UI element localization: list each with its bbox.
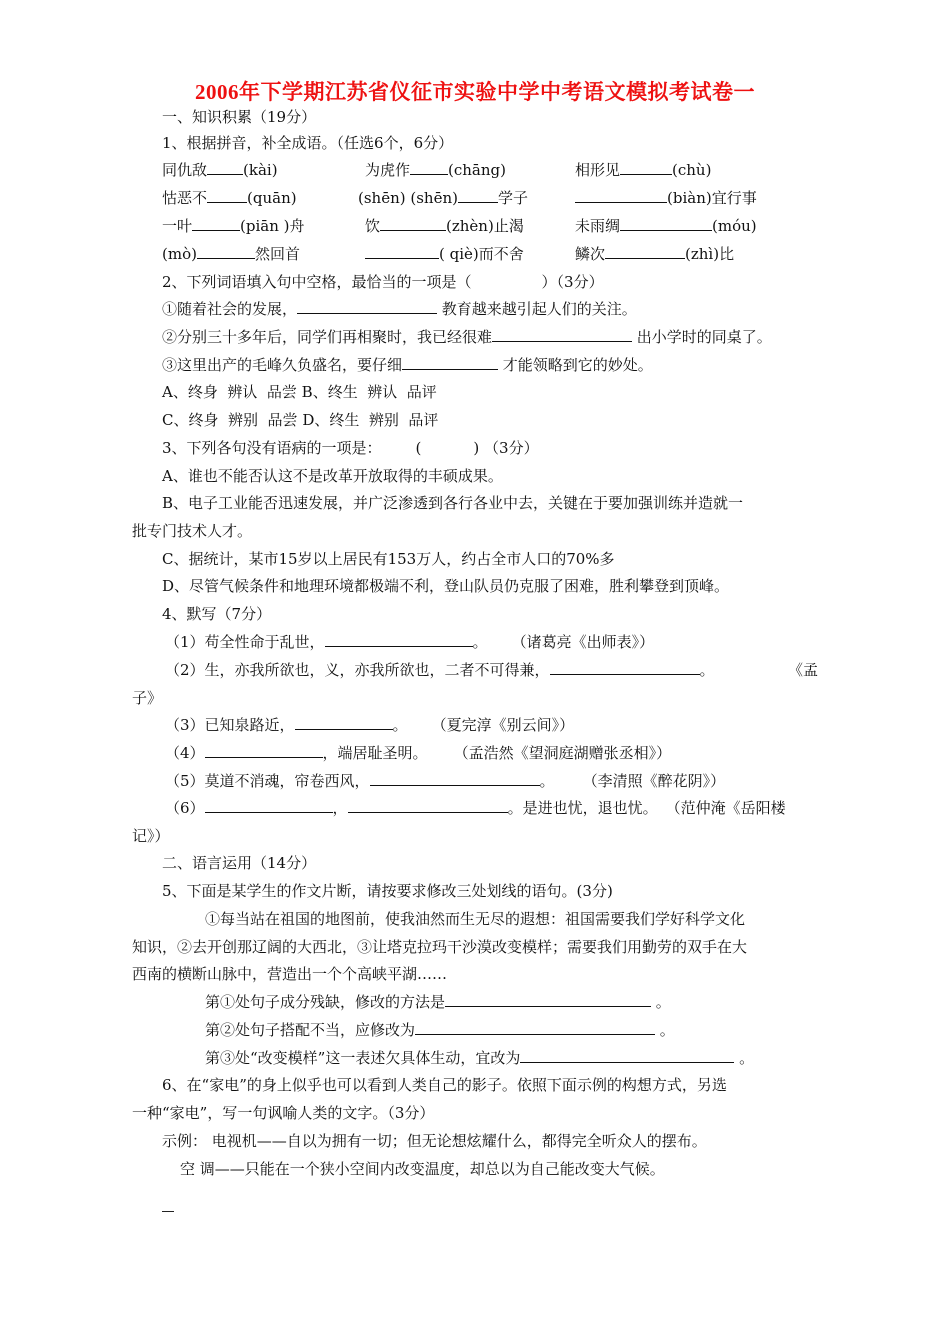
q4-line-6: （6） ， 。是进也忧，退也忧。 （范仲淹《岳阳楼 bbox=[165, 799, 786, 817]
q4-line-2-source: 《孟 bbox=[788, 661, 819, 679]
q6-example-2: 空 调——只能在一个狭小空间内改变温度，却总以为自己能改变大气候。 bbox=[180, 1160, 665, 1178]
q5-answer-2: 第②处句子搭配不当，应修改为 。 bbox=[205, 1021, 675, 1039]
q3-stem: 3、下列各句没有语病的一项是： ( ) （3分） bbox=[162, 439, 539, 457]
blank bbox=[380, 216, 446, 231]
blank bbox=[605, 244, 685, 259]
q3-option-b-line1: B、电子工业能否迅速发展，并广泛渗透到各行各业中去，关键在于要加强训练并造就一 bbox=[162, 494, 744, 512]
q5-answer-1: 第①处句子成分残缺，修改的方法是 。 bbox=[205, 993, 671, 1011]
blank bbox=[192, 216, 240, 231]
blank bbox=[348, 798, 508, 813]
blank bbox=[550, 660, 700, 675]
blank bbox=[205, 798, 333, 813]
q5-answer-3: 第③处“改变模样”这一表述欠具体生动，宜改为 。 bbox=[205, 1049, 755, 1067]
q4-line-3: （3）已知泉路近， 。 （夏完淳《别云间》） bbox=[165, 716, 575, 734]
q5-passage-1: ①每当站在祖国的地图前，使我油然而生无尽的遐想：祖国需要我们学好科学文化 bbox=[205, 910, 746, 928]
q1-row-3b: 饮 (zhèn)止渴 bbox=[365, 217, 524, 235]
blank bbox=[492, 327, 632, 342]
q1-row-4c: 鳞次 (zhì)比 bbox=[575, 245, 735, 263]
q1-row-4b: ( qiè)而不舍 bbox=[365, 244, 524, 264]
q6-stem-2: 一种“家电”，写一句讽喻人类的文字。（3分） bbox=[132, 1104, 435, 1122]
q1-row-1c: 相形见 (chù) bbox=[575, 161, 712, 179]
q3-option-c: C、据统计，某市15岁以上居民有153万人，约占全市人口的70%多 bbox=[162, 550, 615, 568]
q5-stem: 5、下面是某学生的作文片断，请按要求修改三处划线的语句。(3分) bbox=[162, 882, 613, 900]
q3-option-a: A、谁也不能否认这不是改革开放取得的丰硕成果。 bbox=[162, 467, 503, 485]
q4-line-6-cont: 记》） bbox=[132, 827, 170, 845]
section-1-heading: 一、知识积累（19分） bbox=[162, 108, 317, 126]
q1-row-1: 同仇敌 (kài) bbox=[162, 161, 278, 179]
q2-sentence-1: ①随着社会的发展， 教育越来越引起人们的关注。 bbox=[162, 300, 637, 318]
blank bbox=[295, 715, 393, 730]
q1-row-2c: (biàn)宜行事 bbox=[575, 188, 757, 208]
q1-row-3c: 未雨绸 (móu) bbox=[575, 217, 757, 235]
blank bbox=[410, 160, 448, 175]
q4-line-2-cont: 子》 bbox=[132, 689, 163, 707]
q2-sentence-3: ③这里出产的毛峰久负盛名，要仔细 才能领略到它的妙处。 bbox=[162, 356, 653, 374]
q4-line-5: （5）莫道不消魂，帘卷西风， 。 （李清照《醉花阴》） bbox=[165, 772, 726, 790]
blank bbox=[402, 355, 498, 370]
exam-title: 2006年下学期江苏省仪征市实验中学中考语文模拟考试卷一 bbox=[195, 80, 755, 104]
page-dash-mark bbox=[162, 1211, 174, 1212]
q4-line-4: （4） ，端居耻圣明。 （孟浩然《望洞庭湖赠张丞相》） bbox=[165, 744, 672, 762]
blank bbox=[325, 632, 473, 647]
q1-stem: 1、根据拼音，补全成语。（任选6个，6分） bbox=[162, 134, 454, 152]
q2-options-ab: A、终身 辨认 品尝 B、终生 辨认 品评 bbox=[162, 383, 437, 401]
q1-row-2b: (shēn) (shēn) 学子 bbox=[358, 189, 528, 207]
q2-options-cd: C、终身 辨别 品尝 D、终生 辨别 品评 bbox=[162, 411, 439, 429]
q6-stem-1: 6、在“家电”的身上似乎也可以看到人类自己的影子。依照下面示例的构想方式，另选 bbox=[162, 1076, 727, 1094]
q4-line-1: （1）苟全性命于乱世， 。 （诸葛亮《出师表》） bbox=[165, 633, 655, 651]
blank bbox=[207, 160, 243, 175]
q5-passage-2: 知识，②去开创那辽阔的大西北，③让塔克拉玛干沙漠改变模样；需要我们用勤劳的双手在大 bbox=[132, 938, 748, 956]
q2-sentence-2: ②分别三十多年后，同学们再相聚时，我已经很难 出小学时的同桌了。 bbox=[162, 328, 772, 346]
blank bbox=[620, 160, 672, 175]
blank bbox=[370, 771, 540, 786]
section-2-heading: 二、语言运用（14分） bbox=[162, 854, 317, 872]
blank bbox=[445, 992, 651, 1007]
blank bbox=[458, 188, 498, 203]
q1-row-2: 怙恶不 (quān) bbox=[162, 189, 297, 207]
q2-stem: 2、下列词语填入句中空格，最恰当的一项是（ ）（3分） bbox=[162, 273, 604, 291]
blank bbox=[207, 188, 247, 203]
blank bbox=[197, 244, 255, 259]
blank bbox=[205, 743, 323, 758]
blank bbox=[620, 216, 712, 231]
q3-option-d: D、尽管气候条件和地理环境都极端不利，登山队员仍克服了困难，胜利攀登到顶峰。 bbox=[162, 577, 730, 595]
blank bbox=[415, 1020, 655, 1035]
q3-option-b-line2: 批专门技术人才。 bbox=[132, 522, 253, 540]
q5-passage-3: 西南的横断山脉中，营造出一个个高峡平湖…… bbox=[132, 965, 448, 983]
blank bbox=[297, 299, 437, 314]
q1-row-3: 一叶 (piān )舟 bbox=[162, 217, 305, 235]
q1-row-1b: 为虎作 (chāng) bbox=[365, 161, 506, 179]
blank bbox=[520, 1048, 734, 1063]
blank bbox=[365, 244, 439, 259]
q4-line-2: （2）生，亦我所欲也，义，亦我所欲也，二者不可得兼， 。 bbox=[165, 661, 715, 679]
q1-row-4: (mò) 然回首 bbox=[162, 245, 300, 263]
q4-stem: 4、默写（7分） bbox=[162, 605, 272, 623]
blank bbox=[575, 188, 667, 203]
q6-example-1: 示例： 电视机——自以为拥有一切；但无论想炫耀什么，都得完全听众人的摆布。 bbox=[162, 1132, 707, 1150]
